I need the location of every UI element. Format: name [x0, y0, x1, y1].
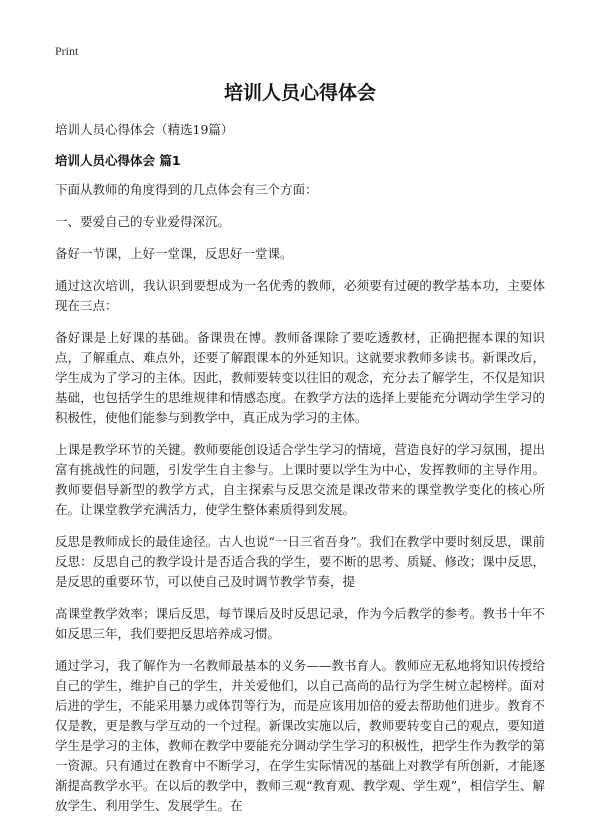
paragraph: 一、要爱自己的专业爱得深沉。: [55, 214, 231, 229]
paragraph: 反思是教师成长的最佳途径。古人也说“一日三省吾身”。我们在教学中要时刻反思，课前反思：反思自己的教学设计是否适合我的学生，要不断的思考、质疑、修改；课中反思，是反思的重要环节，可以使自己及时调节教学节奏，提: [55, 534, 545, 589]
section-heading: 培训人员心得体会 篇1: [55, 153, 181, 168]
document-subtitle: 培训人员心得体会（精选19篇）: [55, 122, 234, 137]
paragraph: 备好课是上好课的基础。备课贵在博。教师备课除了要吃透教材，正确把握本课的知识点，了解重点、难点外，还要了解跟课本的外延知识。这就要求教师多读书。新课改后，学生成为了学习的主体。因此，教师要转变以往旧的观念，充分去了解学生，不仅是知识基础，也包括学生的思维规律和情感态度。在教学方法的选择上要能充分调动学生学习的积极性，使他们能参与到教学中，真正成为学习的主体。: [55, 330, 545, 425]
paragraph: 通过这次培训，我认识到要想成为一名优秀的教师，必须要有过硬的教学基本功，主要体现在三点：: [55, 278, 545, 313]
paragraph: 通过学习，我了解作为一名教师最基本的义务——教书育人。教师应无私地将知识传授给自己的学生，维护自己的学生，并关爱他们，以自己高尚的品行为学生树立起榜样。面对后进的学生，不能采用暴力或体罚等行为，而是应该用加倍的爱去帮助他们进步。教育不仅是教，更是教与学互动的一个过程。新课改实施以后，教师要转变自己的观点，要知道学生是学习的主体，教师在教学中要能充分调动学生学习的积极性，把学生作为教学的第一资源。只有通过在教育中不断学习，在学生实际情况的基础上对教学有所创新，才能逐渐提高教学水平。在以后的教学中，教师三观“教育观、教学观、学生观”，相信学生、解放学生、利用学生、发展学生。在: [55, 658, 545, 813]
print-link[interactable]: Print: [55, 44, 79, 58]
document-body: [55, 180, 545, 828]
page-title: 培训人员心得体会: [223, 82, 376, 104]
paragraph: 备好一节课，上好一堂课，反思好一堂课。: [55, 246, 293, 261]
paragraph: 上课是教学环节的关键。教师要能创设适合学生学习的情境，营造良好的学习氛围，提出富有挑战性的问题，引发学生自主参与。上课时要以学生为中心，发挥教师的主导作用。教师要倡导新型的教学方式，自主探索与反思交流是课改带来的课堂教学变化的核心所在。让课堂教学充满活力，使学生整体素质得到发展。: [55, 442, 545, 517]
paragraph: 下面从教师的角度得到的几点体会有三个方面：: [55, 182, 318, 197]
paragraph: 高课堂教学效率；课后反思，每节课后及时反思记录，作为今后教学的参考。教书十年不如反思三年，我们要把反思培养成习惯。: [55, 606, 545, 641]
